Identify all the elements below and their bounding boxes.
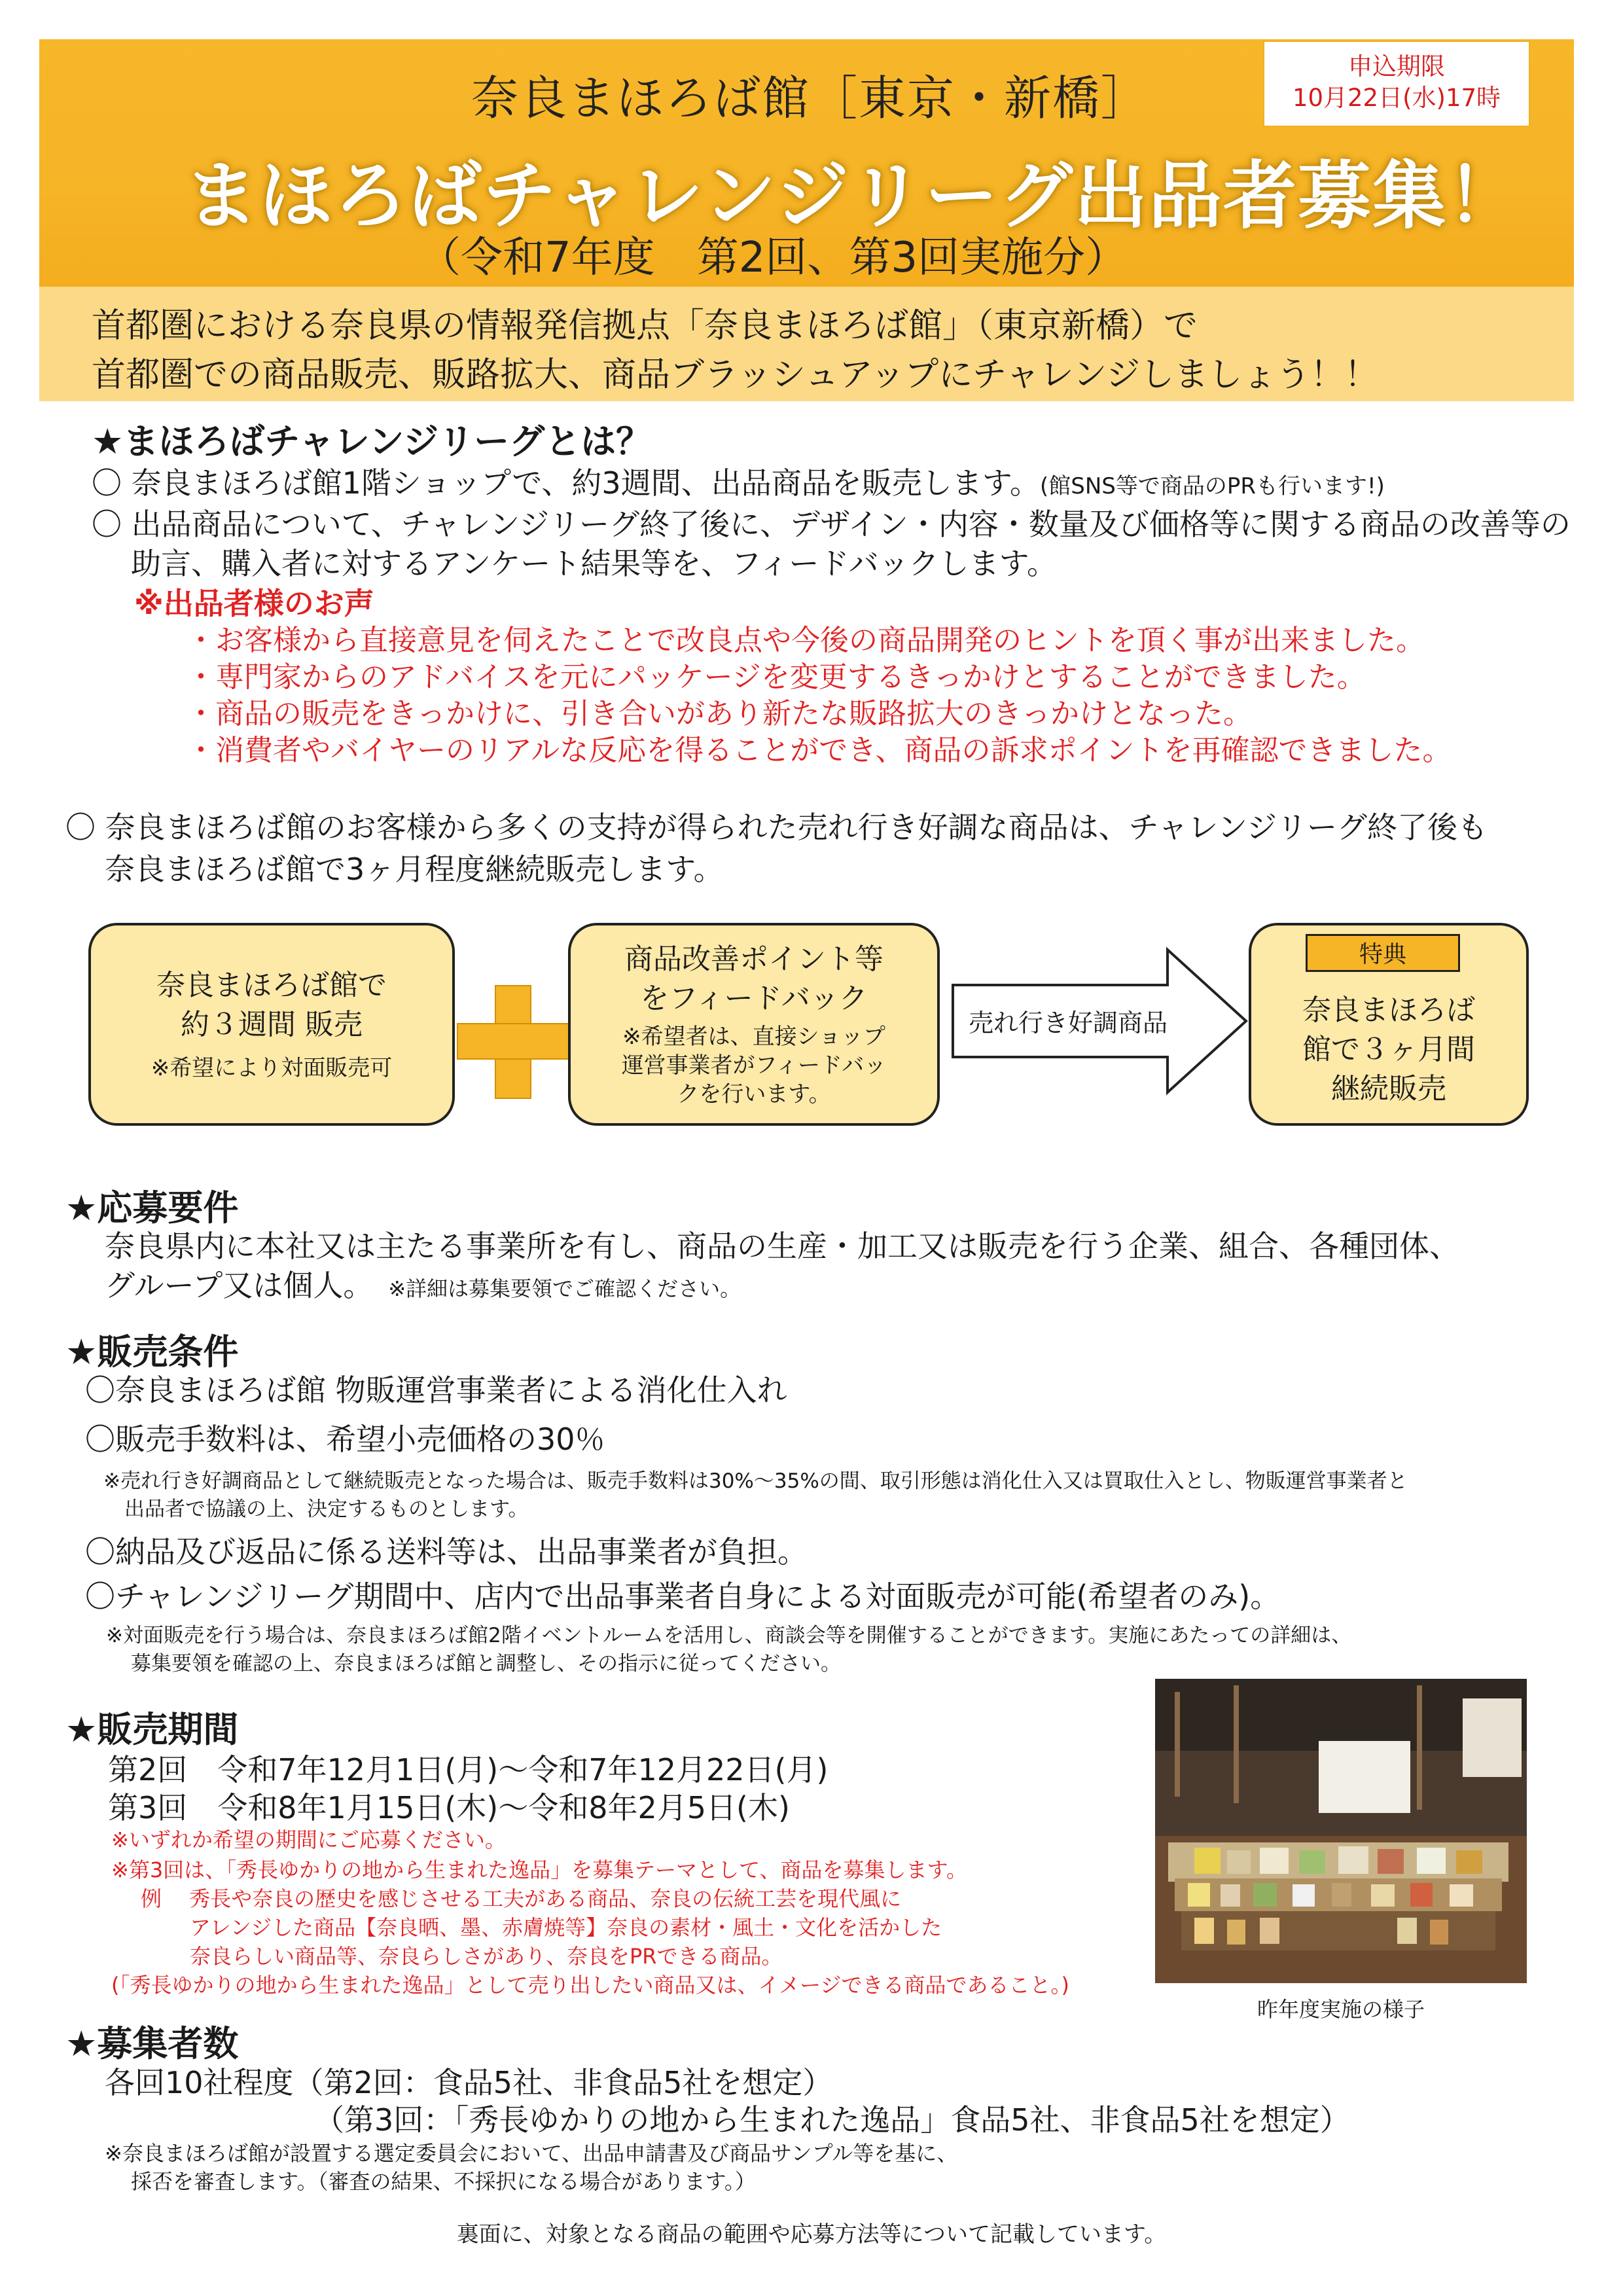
period-note: アレンジした商品【奈良晒、墨、赤膚焼等】奈良の素材・風土・文化を活かした xyxy=(190,1915,942,1940)
period-round-3: 第3回 令和8年1月15日(木)～令和8年2月5日(木) xyxy=(108,1790,790,1825)
shop-photo xyxy=(1155,1679,1527,1983)
condition-item: 〇納品及び返品に係る送料等は、出品事業者が負担。 xyxy=(85,1534,808,1570)
arrow-label: 売れ行き好調商品 xyxy=(968,1009,1168,1037)
about-item-2-line-2: 助言、購入者に対するアンケート結果等を、フィードバックします。 xyxy=(131,546,1057,581)
about-item-1-note: (館SNS等で商品のPRも行います!) xyxy=(1040,473,1385,499)
flow-box-sales-line-1: 奈良まほろば館で xyxy=(156,969,387,1002)
venue-title: 奈良まほろば館［東京・新橋］ xyxy=(471,71,1150,126)
voice-item: ・専門家からのアドバイスを元にパッケージを変更するきっかけとすることができました。 xyxy=(187,660,1366,694)
shop-display-image xyxy=(1155,1679,1527,1983)
flow-box-feedback-line-2: をフィードバック xyxy=(640,982,868,1015)
recruit-line-1: 各回10社程度（第2回：食品5社、非食品5社を想定） xyxy=(105,2065,833,2100)
requirements-line-2: グループ又は個人。 ※詳細は募集要領でご確認ください。 xyxy=(105,1268,741,1303)
photo-caption: 昨年度実施の様子 xyxy=(1257,1997,1425,2022)
flow-box-sales-note: ※希望により対面販売可 xyxy=(151,1055,393,1081)
flow-box-sales xyxy=(88,923,455,1126)
bonus-badge: 特典 xyxy=(1306,934,1460,972)
about-item-3-line-2: 奈良まほろば館で3ヶ月程度継続販売します。 xyxy=(105,852,724,887)
condition-item: 〇奈良まほろば館 物販運営事業者による消化仕入れ xyxy=(85,1372,787,1408)
recruit-note: 採否を審査します。（審査の結果、不採択になる場合があります。） xyxy=(131,2169,756,2194)
flow-box-sales-line-2: 約３週間 販売 xyxy=(181,1008,363,1041)
requirements-heading: ★応募要件 xyxy=(65,1187,239,1229)
period-heading: ★販売期間 xyxy=(65,1709,239,1750)
recruit-heading: ★募集者数 xyxy=(65,2023,239,2064)
condition-note: 出品者で協議の上、決定するものとします。 xyxy=(124,1498,529,1521)
period-note: (「秀長ゆかりの地から生まれた逸品」として売り出したい商品又は、イメージできる商品であること。) xyxy=(111,1973,1070,1998)
condition-note: ※対面販売を行う場合は、奈良まほろば館2階イベントルームを活用し、商談会等を開催することができます。実施にあたっての詳細は、 xyxy=(106,1624,1352,1647)
intro-line-1: 首都圏における奈良県の情報発信拠点「奈良まほろば館」（東京新橋）で xyxy=(92,306,1198,346)
period-note: 例 秀長や奈良の歴史を感じさせる工夫がある商品、奈良の伝統工芸を現代風に xyxy=(141,1886,902,1911)
footer-note: 裏面に、対象となる商品の範囲や応募方法等について記載しています。 xyxy=(456,2221,1167,2248)
recruit-note: ※奈良まほろば館が設置する選定委員会において、出品申請書及び商品サンプル等を基に、 xyxy=(105,2141,958,2166)
about-item-2-line-1: 〇 出品商品について、チャレンジリーグ終了後に、デザイン・内容・数量及び価格等に関する商品の改善等の xyxy=(92,507,1571,542)
about-item-1: 〇 奈良まほろば館1階ショップで、約3週間、出品商品を販売します。(館SNS等で商品のPRも行います!) xyxy=(92,465,1385,501)
flow-box-feedback-line-1: 商品改善ポイント等 xyxy=(624,942,883,976)
about-item-3-line-1: 〇 奈良まほろば館のお客様から多くの支持が得られた売れ行き好調な商品は、チャレンジリーグ終了後も xyxy=(65,810,1488,845)
flow-box-feedback-note: ※希望者は、直接ショップ xyxy=(622,1024,885,1050)
period-round-2: 第2回 令和7年12月1日(月)～令和7年12月22日(月) xyxy=(108,1752,829,1787)
flow-box-feedback-note: 運営事業者がフィードバッ xyxy=(621,1052,887,1079)
requirements-note: ※詳細は募集要領でご確認ください。 xyxy=(388,1276,741,1301)
intro-line-2: 首都圏での商品販売、販路拡大、商品ブラッシュアップにチャレンジしましょう！！ xyxy=(92,355,1379,395)
voice-item: ・お客様から直接意見を伺えたことで改良点や今後の商品開発のヒントを頂く事が出来ました。 xyxy=(187,624,1425,657)
flow-box-continued-line-2: 館で３ヶ月間 xyxy=(1302,1033,1475,1066)
deadline-box xyxy=(1263,41,1530,127)
recruit-line-2: （第3回：「秀長ゆかりの地から生まれた逸品」食品5社、非食品5社を想定） xyxy=(314,2102,1350,2138)
condition-item: 〇販売手数料は、希望小売価格の30％ xyxy=(85,1422,605,1457)
flow-box-continued-line-3: 継続販売 xyxy=(1331,1072,1446,1105)
voice-item: ・商品の販売をきっかけに、引き合いがあり新たな販路拡大のきっかけとなった。 xyxy=(187,697,1252,730)
voice-item: ・消費者やバイヤーのリアルな反応を得ることができ、商品の訴求ポイントを再確認できました。 xyxy=(187,734,1452,767)
deadline-date: 10月22日(水)17時 xyxy=(1292,84,1501,112)
condition-note: 募集要領を確認の上、奈良まほろば館と調整し、その指示に従ってください。 xyxy=(131,1652,841,1676)
requirements-line-1: 奈良県内に本社又は主たる事業所を有し、商品の生産・加工又は販売を行う企業、組合、各種団体、 xyxy=(105,1229,1459,1264)
period-note: ※いずれか希望の期間にご応募ください。 xyxy=(111,1827,506,1852)
plus-icon-bar xyxy=(457,1023,569,1060)
voices-heading: ※出品者様のお声 xyxy=(134,586,374,621)
period-note: ※第3回は、「秀長ゆかりの地から生まれた逸品」を募集テーマとして、商品を募集します。 xyxy=(111,1857,967,1882)
period-note: 奈良らしい商品等、奈良らしさがあり、奈良をPRできる商品。 xyxy=(190,1944,783,1969)
deadline-label: 申込期限 xyxy=(1348,52,1445,81)
condition-note: ※売れ行き好調商品として継続販売となった場合は、販売手数料は30%～35%の間、取引形態は消化仕入又は買取仕入とし、物販運営事業者と xyxy=(103,1469,1408,1493)
condition-item: 〇チャレンジリーグ期間中、店内で出品事業者自身による対面販売が可能(希望者のみ)。 xyxy=(85,1579,1281,1614)
flow-box-continued-line-1: 奈良まほろば xyxy=(1302,994,1475,1027)
flow-box-feedback xyxy=(568,923,940,1126)
page-subtitle: （令和7年度 第2回、第3回実施分） xyxy=(419,234,1128,282)
page-title: まほろばチャレンジリーグ出品者募集！ xyxy=(185,154,1522,239)
conditions-heading: ★販売条件 xyxy=(65,1331,239,1372)
flow-box-feedback-note: クを行います。 xyxy=(677,1081,831,1107)
about-heading: ★まほろばチャレンジリーグとは？ xyxy=(92,421,652,462)
